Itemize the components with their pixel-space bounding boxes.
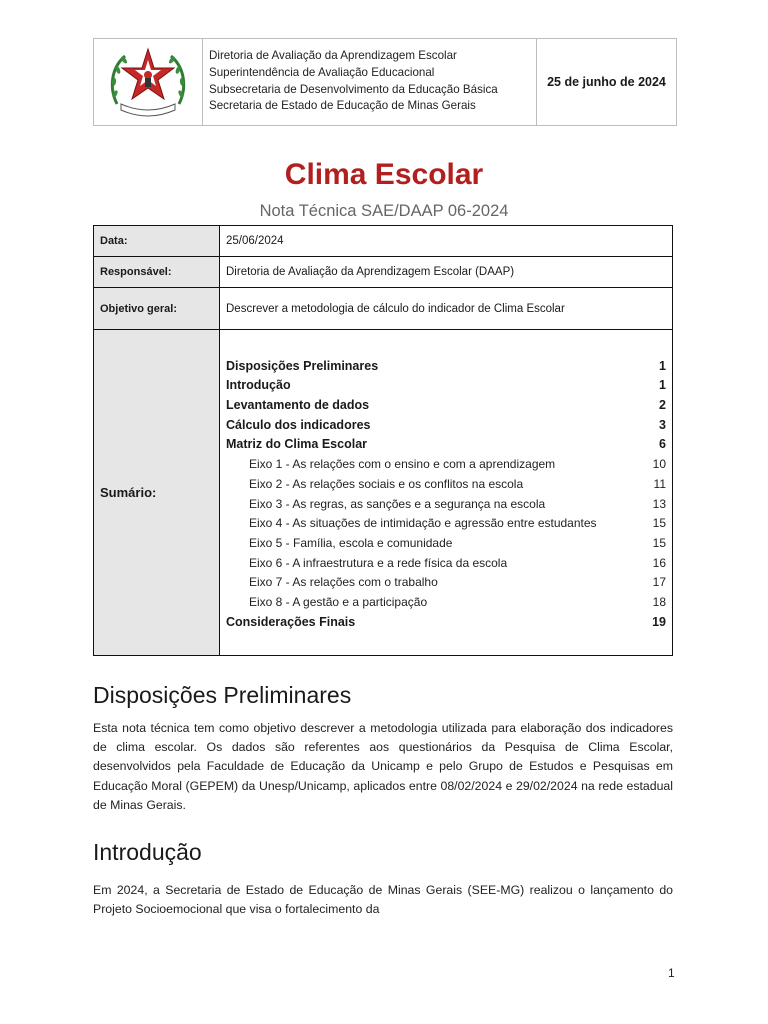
document-header xyxy=(93,38,677,126)
toc-entry-title: Considerações Finais xyxy=(226,614,356,629)
toc-entry-title: Introdução xyxy=(226,378,291,393)
state-coat-of-arms-logo xyxy=(94,39,203,125)
toc-entry-page: 3 xyxy=(659,417,666,432)
toc-entry[interactable] xyxy=(226,396,666,416)
toc-entry[interactable] xyxy=(226,455,666,475)
info-table xyxy=(93,225,673,656)
toc-entry-page: 18 xyxy=(652,594,666,609)
toc-entry-title: Disposições Preliminares xyxy=(226,358,379,373)
toc-entry[interactable] xyxy=(226,593,666,613)
section-heading-disposicoes: Disposições Preliminares xyxy=(93,682,352,708)
info-row-data xyxy=(94,226,673,257)
info-row-responsavel xyxy=(94,257,673,288)
coat-of-arms-icon xyxy=(105,44,191,120)
toc-entry[interactable] xyxy=(226,416,666,436)
toc-entry[interactable] xyxy=(226,573,666,593)
data-label: Data: xyxy=(94,226,220,257)
page-number: 1 xyxy=(668,966,675,980)
toc-entry-page: 10 xyxy=(652,457,666,472)
toc-entry[interactable] xyxy=(226,357,666,377)
toc-entry-page: 6 xyxy=(659,437,666,452)
toc-entry[interactable] xyxy=(226,514,666,534)
objetivo-value: Descrever a metodologia de cálculo do indicador de Clima Escolar xyxy=(220,288,673,330)
header-line-4: Secretaria de Estado de Educação de Minas Gerais xyxy=(209,99,476,113)
header-line-3: Subsecretaria de Desenvolvimento da Educação Básica xyxy=(209,82,498,96)
toc-entry[interactable] xyxy=(226,613,666,633)
objetivo-label: Objetivo geral: xyxy=(94,288,220,330)
toc-entry-page: 1 xyxy=(659,358,666,373)
toc-entry-title: Eixo 3 - As regras, as sanções e a segurança na escola xyxy=(249,496,546,511)
toc-entry-page: 1 xyxy=(659,378,666,393)
toc-entry-title: Eixo 8 - A gestão e a participação xyxy=(249,594,428,609)
toc-entry-page: 15 xyxy=(652,535,666,550)
toc-entry[interactable] xyxy=(226,534,666,554)
toc-entry-title: Matriz do Clima Escolar xyxy=(226,437,368,452)
toc-entry-page: 17 xyxy=(652,575,666,590)
toc-entry[interactable] xyxy=(226,495,666,515)
info-row-sumario xyxy=(94,330,673,656)
document-subtitle: Nota Técnica SAE/DAAP 06-2024 xyxy=(259,202,509,220)
responsavel-label: Responsável: xyxy=(94,257,220,288)
toc-entry-page: 11 xyxy=(653,476,666,491)
toc-entry-title: Levantamento de dados xyxy=(226,398,370,413)
toc-entry-title: Eixo 6 - A infraestrutura e a rede física da escola xyxy=(249,555,508,570)
toc-entry-title: Eixo 5 - Família, escola e comunidade xyxy=(249,535,453,550)
toc-entry[interactable] xyxy=(226,435,666,455)
document-title: Clima Escolar xyxy=(284,158,484,191)
toc-entry-page: 15 xyxy=(652,516,666,531)
toc-entry[interactable] xyxy=(226,475,666,495)
toc-entry-page: 19 xyxy=(652,614,666,629)
toc-entry[interactable] xyxy=(226,554,666,574)
toc-entry-title: Eixo 2 - As relações sociais e os conflitos na escola xyxy=(249,476,524,491)
section-heading-introducao: Introdução xyxy=(93,839,202,865)
header-line-2: Superintendência de Avaliação Educacional xyxy=(209,65,435,79)
sumario-label: Sumário: xyxy=(94,330,220,656)
info-row-objetivo xyxy=(94,288,673,330)
toc-entry-title: Eixo 4 - As situações de intimidação e agressão entre estudantes xyxy=(249,516,597,531)
header-line-1: Diretoria de Avaliação da Aprendizagem Escolar xyxy=(209,49,457,62)
toc-entry[interactable] xyxy=(226,376,666,396)
toc-entry-title: Eixo 1 - As relações com o ensino e com a aprendizagem xyxy=(249,457,556,472)
sumario-cell xyxy=(220,330,673,656)
toc-entry-title: Cálculo dos indicadores xyxy=(226,417,371,432)
section-body-disposicoes: Esta nota técnica tem como objetivo descrever a metodologia utilizada para elaboração dos indicadores de clima escolar. Os dados são referentes aos questionários da Pesquisa de Clima Escolar, desenvolvidos pela Faculdade de Educação da Unicamp e pelo Grupo de Estudos e Pesquisas em Educação Moral (GEPEM) da Unesp/Unicamp, aplicados entre 08/02/2024 e 29/02/2024 na rede estadual de Minas Gerais. xyxy=(93,721,673,812)
toc-entry-title: Eixo 7 - As relações com o trabalho xyxy=(249,575,438,590)
table-of-contents xyxy=(226,353,666,633)
toc-entry-page: 2 xyxy=(659,398,666,413)
header-organization-lines xyxy=(203,39,537,125)
data-value: 25/06/2024 xyxy=(220,226,673,257)
toc-entry-page: 13 xyxy=(652,496,666,511)
responsavel-value: Diretoria de Avaliação da Aprendizagem Escolar (DAAP) xyxy=(220,257,673,288)
toc-entry-page: 16 xyxy=(652,555,666,570)
section-body-introducao: Em 2024, a Secretaria de Estado de Educação de Minas Gerais (SEE-MG) realizou o lançamento do Projeto Socioemocional que visa o fortalecimento da xyxy=(93,883,673,917)
header-date: 25 de junho de 2024 xyxy=(547,75,666,89)
